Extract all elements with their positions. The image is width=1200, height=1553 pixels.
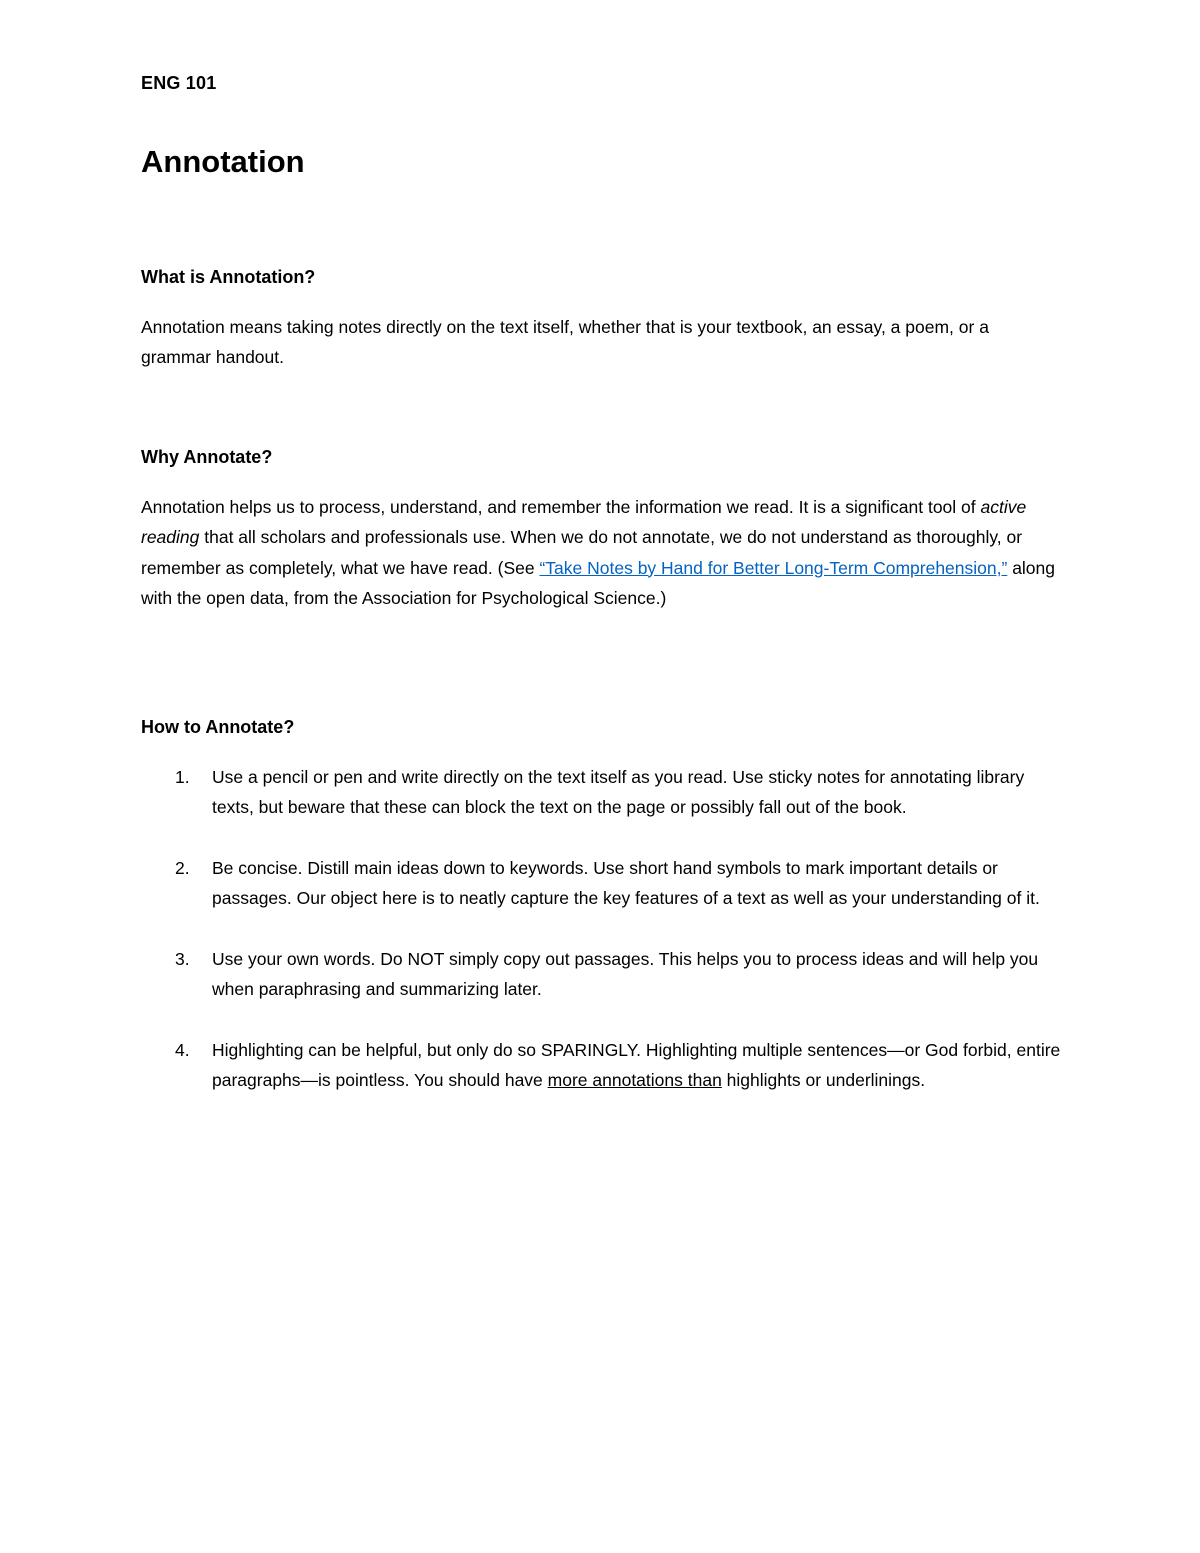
list-item	[141, 944, 1061, 1005]
section-how	[141, 712, 1061, 1126]
list-number: 1.	[175, 767, 190, 787]
list-item	[141, 1035, 1061, 1096]
list-item-text-part1: Highlighting can be helpful, but only do so SPARINGLY. Highlighting multiple sentences—or God forbid, entire paragraphs—is pointless. You should have	[212, 1039, 1061, 1090]
list-item-text	[212, 1040, 1060, 1090]
section-body-why	[141, 492, 1061, 613]
list-number: 2.	[175, 857, 190, 878]
how-to-list	[141, 762, 1061, 1095]
why-text-part1: Annotation helps us to process, understand, and remember the information we read. It is a significant tool of	[141, 497, 981, 517]
section-what	[141, 262, 1061, 373]
list-item	[141, 853, 1061, 914]
section-heading-why: Why Annotate?	[141, 447, 273, 467]
course-label: ENG 101	[141, 73, 217, 93]
section-body-what: Annotation means taking notes directly on the text itself, whether that is your textbook, an essay, a poem, or a grammar handout.	[141, 317, 989, 368]
article-link[interactable]: “Take Notes by Hand for Better Long-Term Comprehension,”	[539, 557, 1008, 578]
list-item-text: Use your own words. Do NOT simply copy out passages. This helps you to process ideas and will help you when paraphrasing and summarizing later.	[212, 948, 1039, 1000]
list-item-text-part2: highlights or underlinings.	[721, 1069, 926, 1090]
why-text-part3: along with the open data, from the Association for Psychological Science.)	[141, 557, 1056, 608]
why-text-italic: active reading	[141, 497, 1027, 548]
page-title: Annotation	[141, 144, 305, 179]
section-heading-what: What is Annotation?	[141, 267, 316, 287]
list-item-text: Be concise. Distill main ideas down to keywords. Use short hand symbols to mark important details or passages. Our object here is to neatly capture the key features of a text as well as your understanding of it.	[212, 857, 1040, 909]
list-item-text: Use a pencil or pen and write directly on the text itself as you read. Use sticky notes for annotating library texts, but beware that these can block the text on the page or possibly fall out of the book.	[212, 767, 1025, 818]
list-item	[141, 762, 1061, 823]
list-item-text-underlined: more annotations than	[547, 1069, 722, 1090]
why-text-part2: that all scholars and professionals use. When we do not annotate, we do not understand as thoroughly, or remember as completely, what we have read. (See	[141, 527, 1023, 578]
list-number: 3.	[175, 948, 190, 969]
list-number: 4.	[175, 1039, 190, 1060]
section-heading-how: How to Annotate?	[141, 717, 295, 737]
section-why	[141, 442, 1061, 613]
